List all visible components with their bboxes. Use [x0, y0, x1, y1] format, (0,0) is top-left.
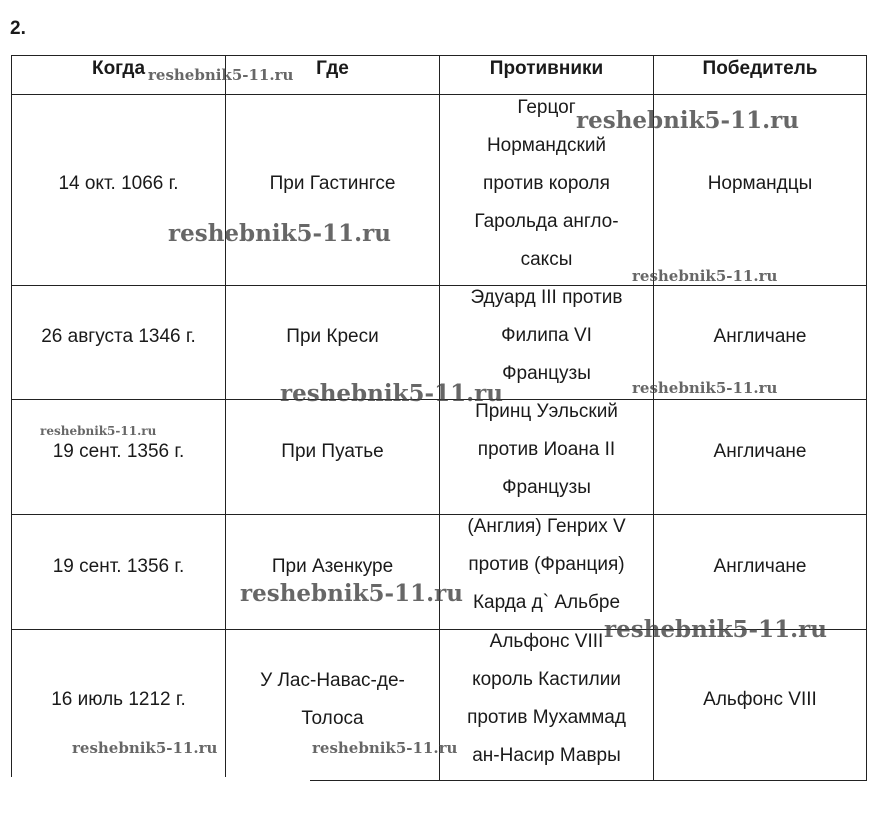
opponents-line: Герцог	[517, 97, 576, 118]
opponents-line: король Кастилии	[472, 669, 621, 690]
table-row-1-opponents	[440, 89, 653, 279]
table-row-2-when: 26 августа 1346 г.	[41, 325, 196, 347]
table-border-right	[866, 55, 867, 781]
where-line: При Азенкуре	[271, 555, 394, 577]
table-row-2-opponents	[440, 279, 653, 393]
watermark: reshebnik5-11.ru	[312, 739, 458, 757]
opponents-line: (Англия) Генрих V	[467, 516, 626, 537]
header-opponents: Противники	[489, 58, 604, 79]
where-line: При Пуатье	[281, 440, 384, 462]
watermark: reshebnik5-11.ru	[604, 616, 827, 643]
watermark: reshebnik5-11.ru	[632, 379, 778, 397]
where-line: При Креси	[286, 325, 379, 347]
table-row-2-where	[226, 286, 439, 387]
table-row-3-opponents	[440, 393, 653, 507]
where-line: Толоса	[301, 708, 364, 729]
table-row-1-where	[226, 95, 439, 273]
table-row-3-when: 19 сент. 1356 г.	[52, 440, 185, 462]
opponents-line: Принц Уэльский	[475, 401, 618, 422]
table-row-1-when: 14 окт. 1066 г.	[58, 173, 179, 194]
opponents-line: Французы	[502, 363, 591, 384]
watermark: reshebnik5-11.ru	[576, 107, 799, 134]
where-line: У Лас-Навас-де-	[260, 670, 405, 691]
watermark: reshebnik5-11.ru	[168, 220, 391, 247]
watermark: reshebnik5-11.ru	[632, 267, 778, 285]
opponents-line: против короля	[483, 173, 610, 194]
table-row-4-opponents	[440, 508, 653, 622]
table-row-4-when: 19 сент. 1356 г.	[52, 555, 185, 577]
opponents-line: против Мухаммад	[467, 707, 626, 728]
opponents-line: саксы	[520, 249, 573, 270]
opponents-line: Филипа VI	[501, 325, 592, 346]
opponents-line: ан-Насир Мавры	[472, 745, 621, 766]
opponents-line: против (Франция)	[468, 554, 625, 575]
table-row-5-where	[226, 630, 439, 770]
table-border-bottom	[310, 780, 867, 781]
watermark: reshebnik5-11.ru	[148, 66, 294, 84]
opponents-line: Эдуард III против	[470, 287, 623, 308]
header-when: Когда	[91, 58, 146, 79]
table-row-4-winner: Англичане	[713, 555, 807, 577]
table-row-5-when: 16 июль 1212 г.	[51, 689, 186, 710]
watermark: reshebnik5-11.ru	[280, 380, 503, 407]
opponents-line: Французы	[502, 477, 591, 498]
opponents-line: Альфонс VIII	[489, 631, 604, 652]
header-winner: Победитель	[702, 58, 818, 79]
header-where: Где	[316, 58, 349, 79]
watermark: reshebnik5-11.ru	[240, 580, 463, 607]
table-row-5-winner: Альфонс VIII	[703, 689, 817, 710]
table-row-3-winner: Англичане	[713, 440, 807, 462]
table-row-1-winner: Нормандцы	[707, 173, 813, 194]
watermark: reshebnik5-11.ru	[40, 424, 157, 438]
table-row-2-winner: Англичане	[713, 325, 807, 347]
task-number: 2.	[10, 18, 26, 39]
table-row-4-where	[226, 515, 439, 618]
opponents-line: против Иоана II	[477, 439, 616, 460]
opponents-line: Карда д` Альбре	[472, 592, 621, 613]
watermark: reshebnik5-11.ru	[72, 739, 218, 757]
table-row-5-opponents	[440, 623, 653, 775]
opponents-line: Гарольда англо-	[474, 211, 619, 232]
where-line: При Гастингсе	[269, 173, 396, 194]
opponents-line: Нормандский	[486, 135, 607, 156]
table-row-3-where	[226, 400, 439, 503]
